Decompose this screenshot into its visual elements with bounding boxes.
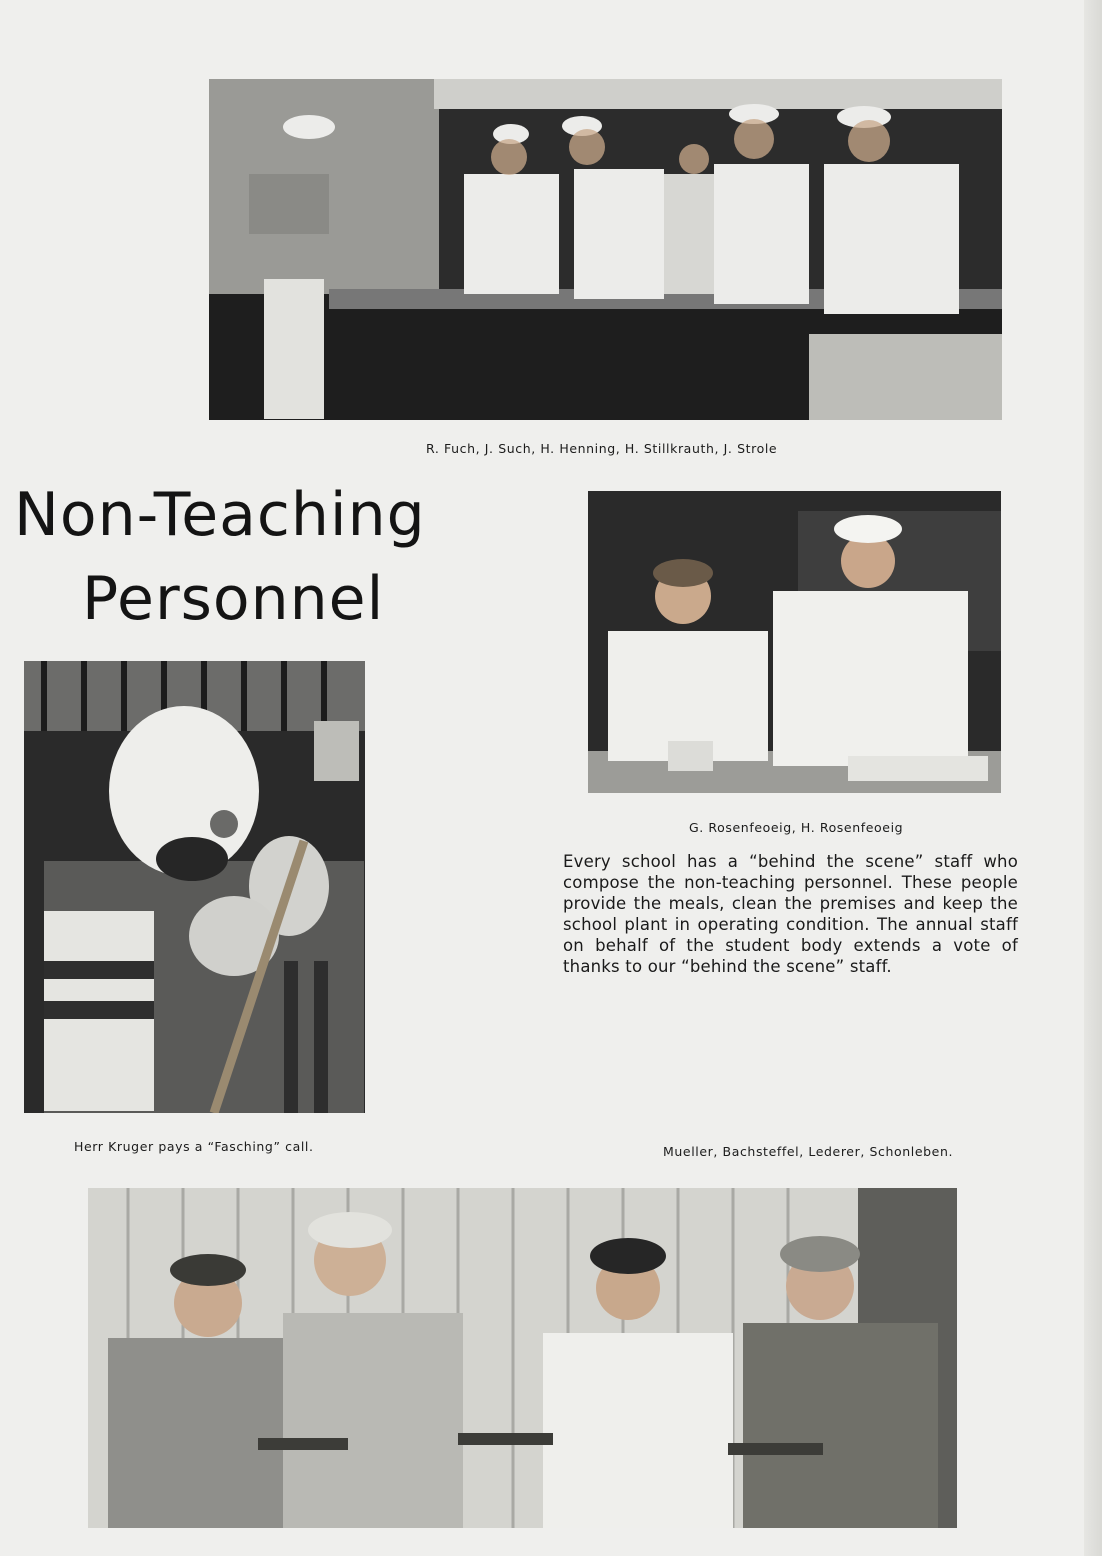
kitchen-staff-photo	[209, 79, 1002, 420]
body-paragraph: Every school has a “behind the scene” staff who compose the non-teaching personnel. These people provide the meals, clean the premises and keep the school plant in operating condition. The annual staff on behalf of the student body extends a vote of thanks to our “behind the scene” staff.	[563, 852, 1018, 976]
clown-photo-caption: Herr Kruger pays a “Fasching” call.	[74, 1139, 314, 1154]
women-photo-caption: Mueller, Bachsteffel, Lederer, Schonleben.	[663, 1144, 954, 1159]
page-edge	[1084, 0, 1102, 1556]
server-pair-photo	[588, 491, 1001, 793]
pair-photo-caption: G. Rosenfeoeig, H. Rosenfeoeig	[689, 820, 904, 835]
cleaning-staff-photo	[88, 1188, 957, 1528]
page-title-line-2: Personnel	[82, 564, 385, 634]
page-title-line-1: Non-Teaching	[14, 480, 426, 550]
kitchen-photo-caption: R. Fuch, J. Such, H. Henning, H. Stillkrauth, J. Strole	[426, 441, 778, 456]
clown-photo	[24, 661, 365, 1113]
